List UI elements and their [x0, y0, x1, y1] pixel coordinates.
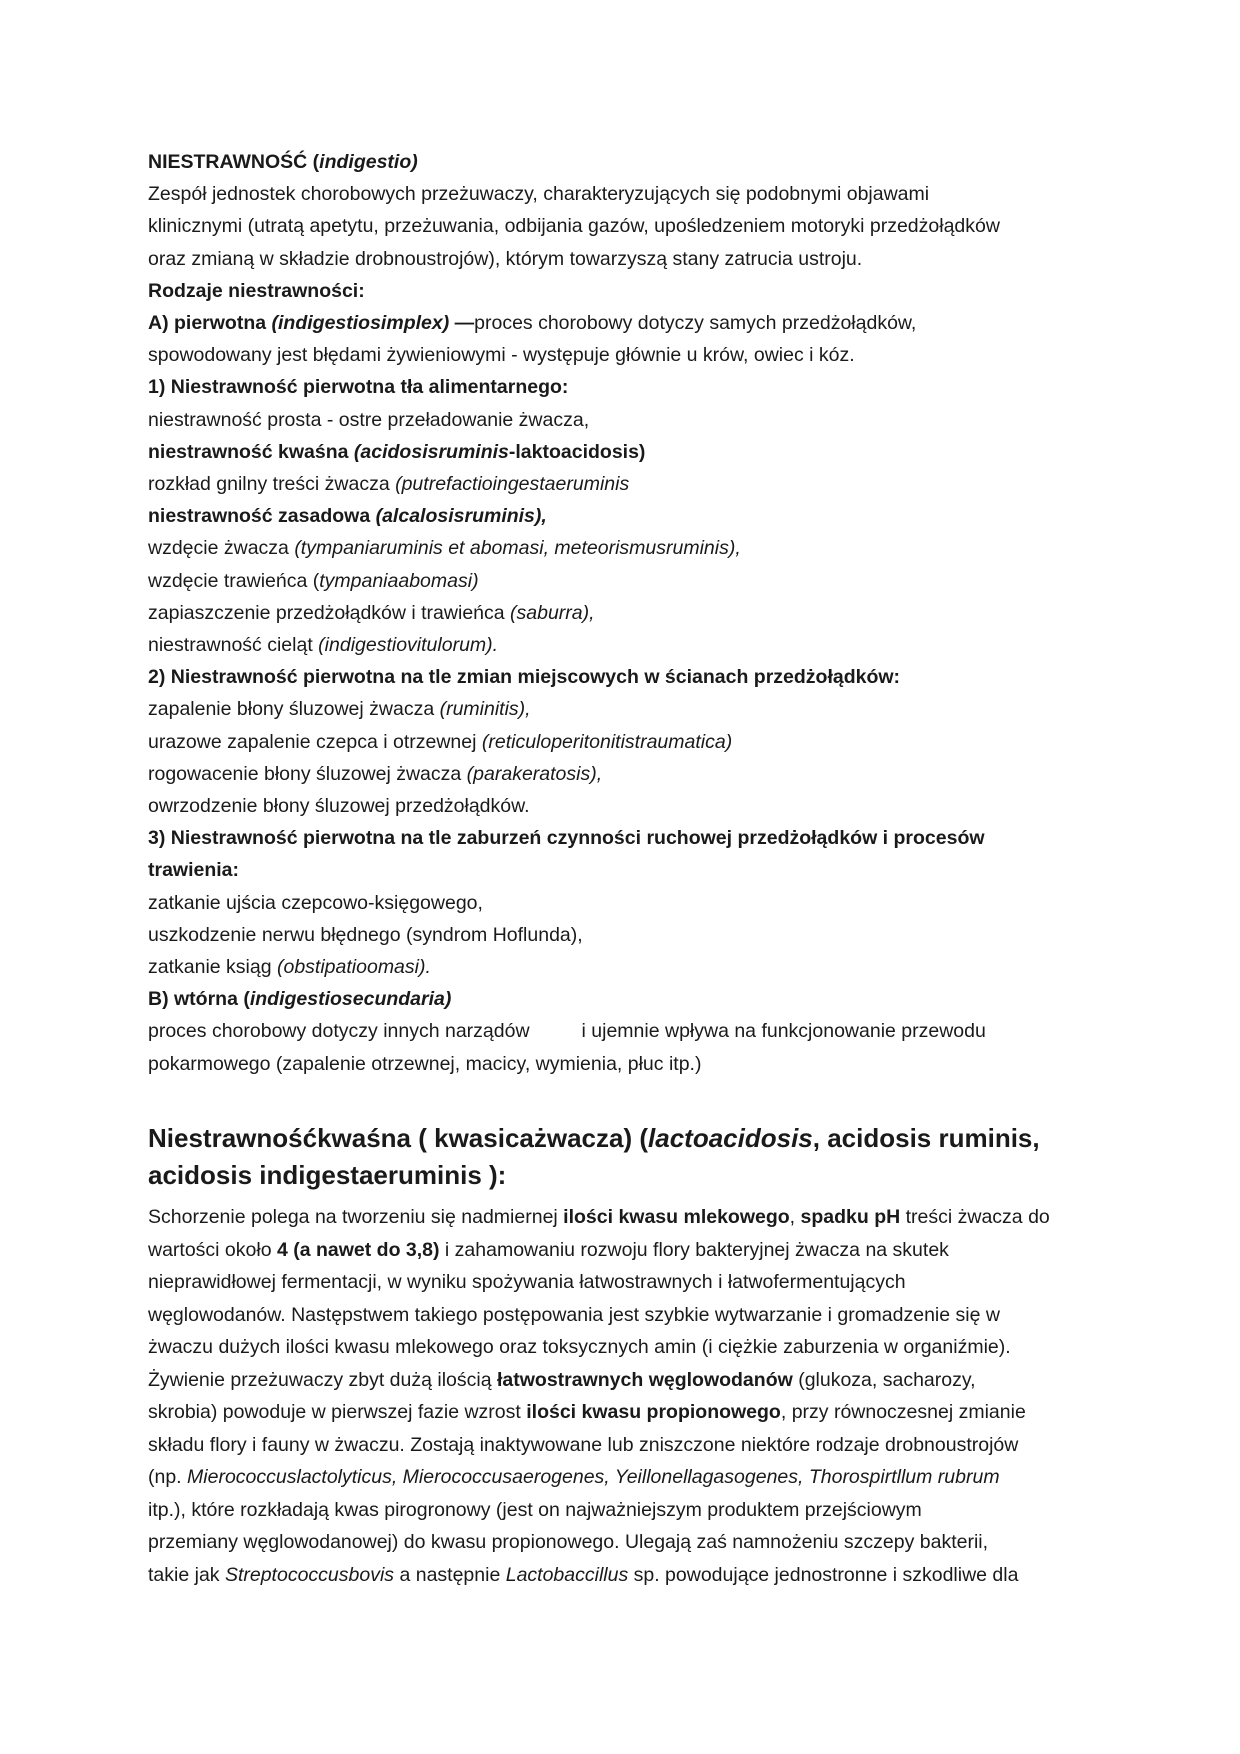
list-item: niestrawność zasadowa (alcalosisruminis),: [148, 505, 547, 528]
primary-type-line: A) pierwotna (indigestiosimplex) —proces chorobowy dotyczy samych przedżołądków,: [148, 312, 917, 335]
list-item: niestrawność prosta - ostre przeładowanie żwacza,: [148, 408, 590, 431]
section-heading-line: acidosis indigestaeruminis ):: [148, 1160, 507, 1190]
list-item: zatkanie ksiąg (obstipatioomasi).: [148, 956, 431, 979]
list-item: zapalenie błony śluzowej żwacza (ruminitis),: [148, 698, 531, 721]
list-item: owrzodzenie błony śluzowej przedżołądków.: [148, 795, 530, 818]
body-line: Żywienie przeżuwaczy zbyt dużą ilością łatwostrawnych węglowodanów (glukoza, sacharozy,: [148, 1368, 976, 1391]
body-line: żwaczu dużych ilości kwasu mlekowego oraz toksycznych amin (i ciężkie zaburzenia w organiźmie).: [148, 1336, 1011, 1358]
list-item: urazowe zapalenie czepca i otrzewnej (reticuloperitonitistraumatica): [148, 730, 733, 753]
group1-heading: 1) Niestrawność pierwotna tła alimentarnego:: [148, 376, 569, 399]
secondary-type-line: B) wtórna (indigestiosecundaria): [148, 988, 452, 1011]
body-line: skrobia) powoduje w pierwszej fazie wzrost ilości kwasu propionowego, przy równoczesnej zmianie: [148, 1401, 1026, 1423]
list-item: rogowacenie błony śluzowej żwacza (parakeratosis),: [148, 762, 603, 785]
section-heading: [148, 1120, 1108, 1194]
intro-line: oraz zmianą w składzie drobnoustrojów), którym towarzyszą stany zatrucia ustroju.: [148, 247, 863, 270]
body-line: wartości około 4 (a nawet do 3,8) i zahamowaniu rozwoju flory bakteryjnej żwacza na skutek: [148, 1238, 949, 1261]
list-item: zapiaszczenie przedżołądków i trawieńca (saburra),: [148, 601, 595, 624]
body-line: takie jak Streptococcusbovis a następnie Lactobaccillus sp. powodujące jednostronne i szkodliwe dla: [148, 1563, 1019, 1586]
secondary-desc: pokarmowego (zapalenie otrzewnej, macicy, wymienia, płuc itp.): [148, 1052, 702, 1075]
body-line: itp.), które rozkładają kwas pirogronowy (jest on najważniejszym produktem przejściowym: [148, 1498, 922, 1521]
group3-heading: 3) Niestrawność pierwotna na tle zaburzeń czynności ruchowej przedżołądków i procesów: [148, 827, 985, 850]
list-item: zatkanie ujścia czepcowo-księgowego,: [148, 891, 483, 914]
list-item: wzdęcie trawieńca (tympaniaabomasi): [148, 569, 479, 592]
secondary-desc: proces chorobowy dotyczy innych narządów i ujemnie wpływa na funkcjonowanie przewodu: [148, 1020, 986, 1043]
list-item: rozkład gnilny treści żwacza (putrefactioingestaeruminis: [148, 473, 630, 496]
list-item: niestrawność cieląt (indigestiovitulorum).: [148, 634, 499, 657]
document-title: NIESTRAWNOŚĆ (indigestio): [148, 151, 418, 173]
body-line: składu flory i fauny w żwaczu. Zostają inaktywowane lub zniszczone niektóre rodzaje drobnoustrojów: [148, 1433, 1019, 1456]
group3-heading-cont: trawienia:: [148, 859, 240, 882]
section-body: [148, 1201, 1108, 1591]
body-line: (np. Mierococcuslactolyticus, Mierococcusaerogenes, Yeillonellagasogenes, Thorospirtllum rubrum: [148, 1466, 1000, 1488]
section-heading-line: Niestrawnośćkwaśna ( kwasicażwacza) (lactoacidosis, acidosis ruminis,: [148, 1123, 1040, 1153]
primary-type-desc: spowodowany jest błędami żywieniowymi - występuje głównie u krów, owiec i kóz.: [148, 344, 855, 367]
body-line: nieprawidłowej fermentacji, w wyniku spożywania łatwostrawnych i łatwofermentujących: [148, 1271, 906, 1293]
types-heading: Rodzaje niestrawności:: [148, 279, 365, 302]
group2-heading: 2) Niestrawność pierwotna na tle zmian miejscowych w ścianach przedżołądków:: [148, 666, 901, 689]
list-item: wzdęcie żwacza (tympaniaruminis et abomasi, meteorismusruminis),: [148, 537, 741, 560]
intro-line: klinicznymi (utratą apetytu, przeżuwania, odbijania gazów, upośledzeniem motoryki przedżołądków: [148, 215, 1000, 238]
body-line: węglowodanów. Następstwem takiego postępowania jest szybkie wytwarzanie i gromadzenie się w: [148, 1303, 1000, 1326]
indigestion-overview: [148, 146, 1148, 1080]
body-line: przemiany węglowodanowej) do kwasu propionowego. Ulegają zaś namnożeniu szczepy bakterii,: [148, 1531, 989, 1553]
list-item: uszkodzenie nerwu błędnego (syndrom Hoflunda),: [148, 923, 583, 946]
list-item: niestrawność kwaśna (acidosisruminis-laktoacidosis): [148, 440, 646, 463]
body-line: Schorzenie polega na tworzeniu się nadmiernej ilości kwasu mlekowego, spadku pH treści żwacza do: [148, 1206, 1050, 1228]
intro-line: Zespół jednostek chorobowych przeżuwaczy, charakteryzujących się podobnymi objawami: [148, 183, 930, 206]
